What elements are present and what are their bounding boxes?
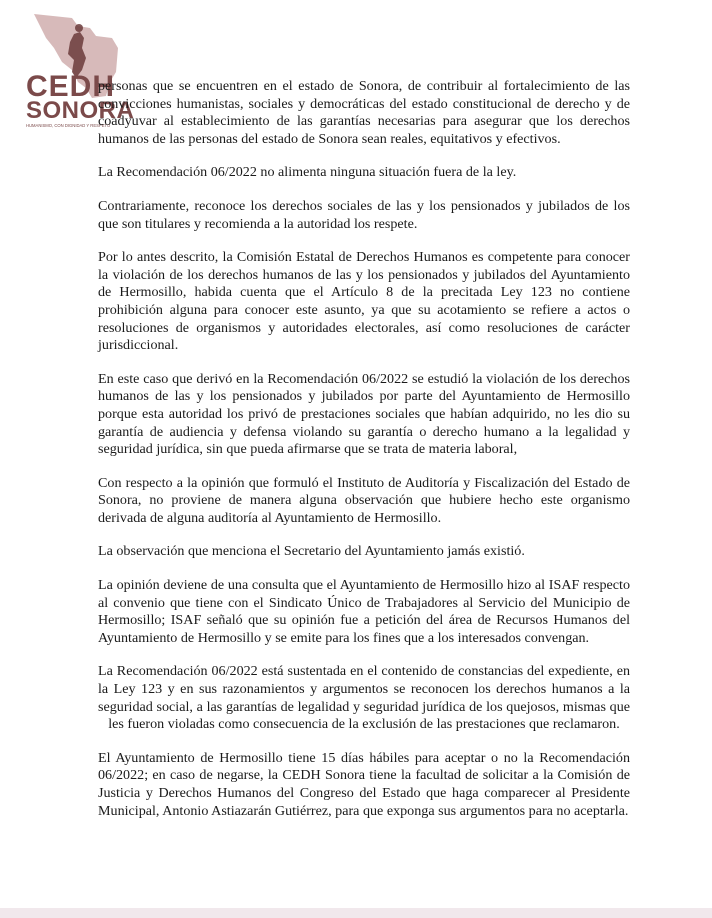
paragraph-7: La observación que menciona el Secretario del Ayuntamiento jamás existió. bbox=[98, 543, 525, 560]
paragraph-4: Por lo antes descrito, la Comisión Estatal de Derechos Humanos es competente para conocer la violación de los derechos humanos de las y los pensionados y jubilados del Ayuntamiento de Hermosillo, habida cuenta que el Artículo 8 de la precitada Ley 123 no contiene prohibición alguna para conocer este asunto, ya que su acotamiento se refiere a actos o resoluciones de organismos y autoridades electorales, así como resoluciones de carácter jurisdiccional. bbox=[98, 249, 630, 354]
paragraph-6: Con respecto a la opinión que formuló el Instituto de Auditoría y Fiscalización del Estado de Sonora, no proviene de manera alguna observación que hubiere hecho este organismo derivada de alguna auditoría al Ayuntamiento de Hermosillo. bbox=[98, 474, 630, 526]
footer-band bbox=[0, 908, 712, 918]
document-body bbox=[98, 78, 630, 836]
logo-name-cedh: CEDH bbox=[26, 70, 116, 103]
paragraph-2: La Recomendación 06/2022 no alimenta ninguna situación fuera de la ley. bbox=[98, 164, 517, 181]
paragraph-9: La Recomendación 06/2022 está sustentada en el contenido de constancias del expediente, en la Ley 123 y en sus razonamientos y argumentos se reconocen los derechos humanos a la seguridad social, a las garantías de legalidad y seguridad jurídica de los quejosos, mismas que les fueron violadas como consecuencia de la exclusión de las prestaciones que reclamaron. bbox=[98, 663, 630, 733]
paragraph-1: personas que se encuentren en el estado de Sonora, de contribuir al fortalecimiento de las convicciones humanistas, sociales y democráticas del estado constitucional de derecho y de coadyuvar al establecimiento de las garantías necesarias para asegurar que los derechos humanos de las personas del estado de Sonora sean reales, equitativos y efectivos. bbox=[98, 78, 630, 147]
paragraph-10: El Ayuntamiento de Hermosillo tiene 15 días hábiles para aceptar o no la Recomendación 06/2022; en caso de negarse, la CEDH Sonora tiene la facultad de solicitar a la Comisión de Justicia y Derechos Humanos del Congreso del Estado que haga comparecer al Presidente Municipal, Antonio Astiazarán Gutiérrez, para que exponga sus argumentos para no aceptarla. bbox=[98, 749, 630, 819]
paragraph-3: Contrariamente, reconoce los derechos sociales de las y los pensionados y jubilados de los que son titulares y recomienda a la autoridad los respete. bbox=[98, 197, 630, 232]
paragraph-5: En este caso que derivó en la Recomendación 06/2022 se estudió la violación de los derechos humanos de las y los pensionados y jubilados por parte del Ayuntamiento de Hermosillo porque esta autoridad los privó de prestaciones sociales que habían adquirido, no les dio su garantía de audiencia y defensa violando su garantía o derecho humano a la legalidad y seguridad jurídica, sin que pueda afirmarse que se trata de materia laboral, bbox=[98, 370, 630, 458]
logo-slogan: HUMANISMO, CON DIGNIDAD Y RESPETO bbox=[26, 123, 111, 128]
paragraph-8: La opinión deviene de una consulta que el Ayuntamiento de Hermosillo hizo al ISAF respecto al convenio que tiene con el Sindicato Único de Trabajadores al Servicio del Municipio de Hermosillo; ISAF señaló que su opinión fue a petición del área de Recursos Humanos del Ayuntamiento de Hermosillo y se emite para los fines que a los interesados convengan. bbox=[98, 577, 630, 646]
logo-name-sonora: SONORA bbox=[26, 97, 135, 124]
